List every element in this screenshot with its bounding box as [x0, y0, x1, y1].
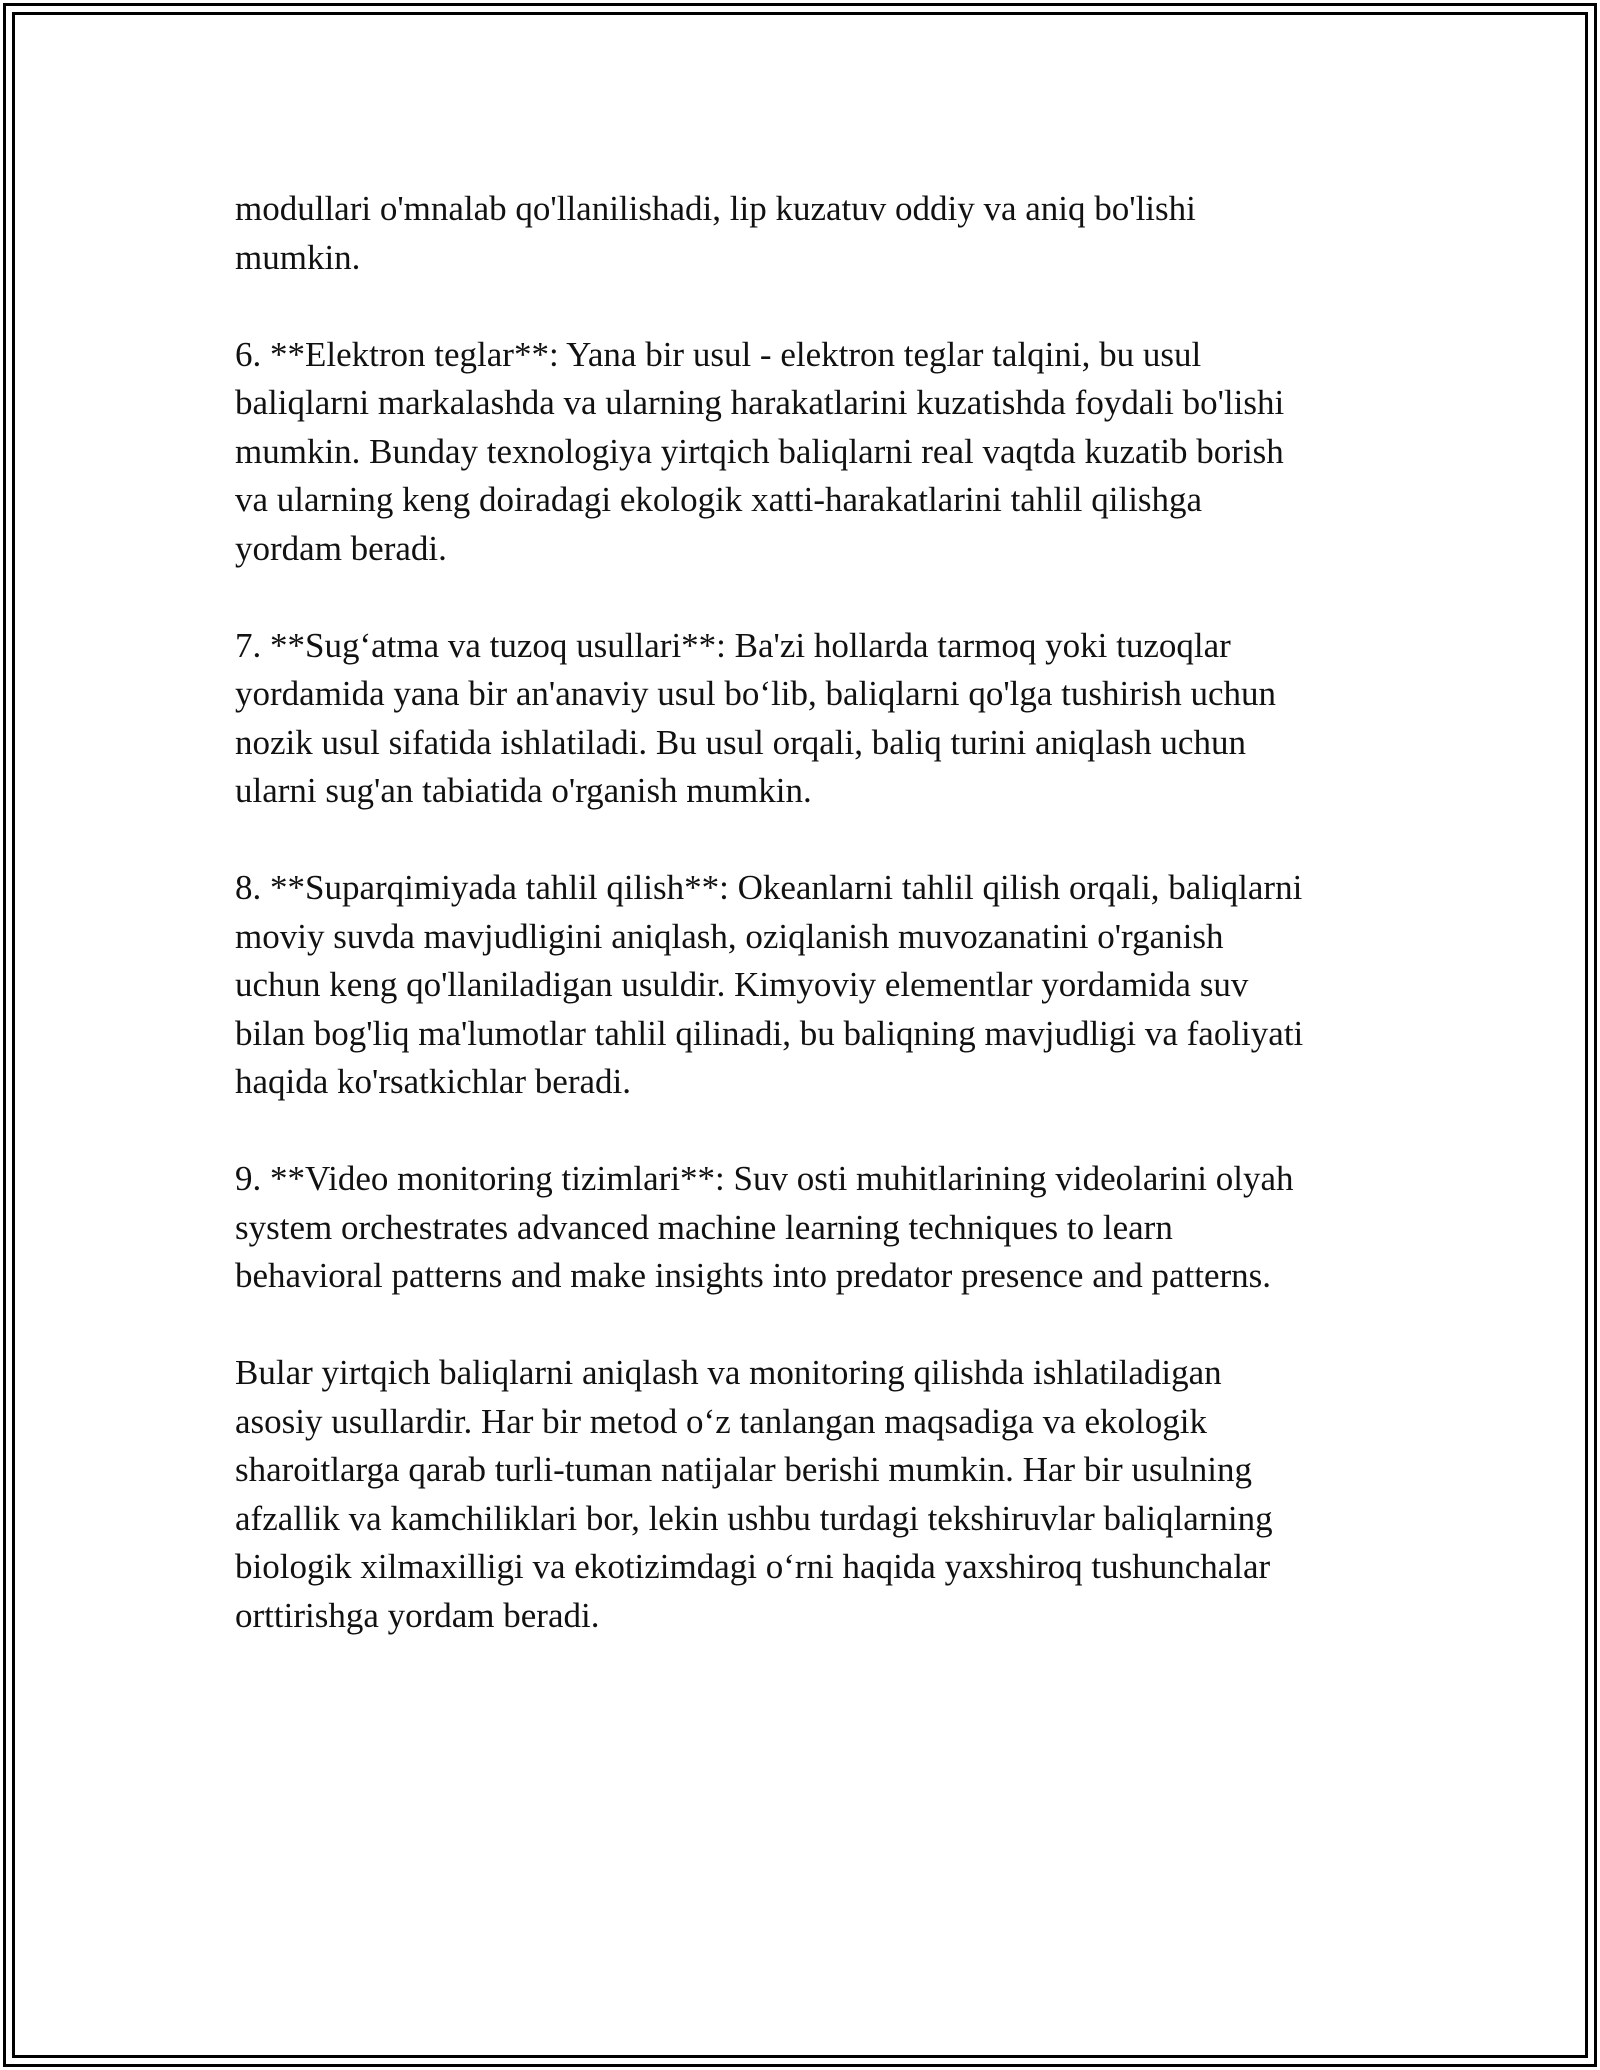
text-line: 9. **Video monitoring tizimlari**: Suv osti muhitlarining videolarini olyah — [235, 1159, 1294, 1198]
text-line: Bular yirtqich baliqlarni aniqlash va monitoring qilishda ishlatiladigan — [235, 1353, 1222, 1392]
text-line: 7. **Sug‘atma va tuzoq usullari**: Ba'zi hollarda tarmoq yoki tuzoqlar — [235, 625, 1231, 665]
text-line: mumkin. — [235, 237, 361, 277]
paragraph-item-9 — [235, 1155, 1370, 1301]
text-line: 8. **Suparqimiyada tahlil qilish**: Okeanlarni tahlil qilish orqali, baliqlarni — [235, 868, 1303, 907]
paragraph-conclusion — [235, 1349, 1370, 1640]
text-line: asosiy usullardir. Har bir metod o‘z tanlangan maqsadiga va ekologik — [235, 1401, 1207, 1441]
text-line: yordam beradi. — [235, 528, 447, 568]
text-line: behavioral patterns and make insights into predator presence and patterns. — [235, 1256, 1272, 1295]
text-line: baliqlarni markalashda va ularning harakatlarini kuzatishda foydali bo'lishi — [235, 383, 1285, 422]
text-line: haqida ko'rsatkichlar beradi. — [235, 1062, 632, 1101]
text-line: sharoitlarga qarab turli-tuman natijalar berishi mumkin. Har bir usulning — [235, 1450, 1253, 1489]
text-line: modullari o'mnalab qo'llanilishadi, lip kuzatuv oddiy va aniq bo'lishi — [235, 189, 1196, 228]
text-line: nozik usul sifatida ishlatiladi. Bu usul orqali, baliq turini aniqlash uchun — [235, 722, 1246, 762]
document-body — [235, 185, 1370, 1689]
text-line: biologik xilmaxilligi va ekotizimdagi o‘rni haqida yaxshiroq tushunchalar — [235, 1547, 1271, 1586]
paragraph-item-7 — [235, 622, 1370, 816]
text-line: 6. **Elektron teglar**: Yana bir usul - elektron teglar talqini, bu usul — [235, 334, 1202, 374]
text-line: uchun keng qo'llaniladigan usuldir. Kimyoviy elementlar yordamida suv — [235, 965, 1249, 1004]
text-line: ularni sug'an tabiatida o'rganish mumkin. — [235, 771, 812, 810]
text-line: orttirishga yordam beradi. — [235, 1595, 600, 1635]
paragraph-continuation — [235, 185, 1370, 282]
text-line: mumkin. Bunday texnologiya yirtqich baliqlarni real vaqtda kuzatib borish — [235, 431, 1284, 471]
text-line: bilan bog'liq ma'lumotlar tahlil qilinadi, bu baliqning mavjudligi va faoliyati — [235, 1013, 1304, 1053]
text-line: yordamida yana bir an'anaviy usul bo‘lib, baliqlarni qo'lga tushirish uchun — [235, 674, 1276, 713]
paragraph-item-6 — [235, 331, 1370, 574]
text-line: va ularning keng doiradagi ekologik xatti-harakatlarini tahlil qilishga — [235, 480, 1203, 519]
text-line: system orchestrates advanced machine learning techniques to learn — [235, 1207, 1173, 1247]
text-line: afzallik va kamchiliklari bor, lekin ushbu turdagi tekshiruvlar baliqlarning — [235, 1498, 1273, 1538]
text-line: moviy suvda mavjudligini aniqlash, oziqlanish muvozanatini o'rganish — [235, 916, 1224, 956]
paragraph-item-8 — [235, 864, 1370, 1107]
